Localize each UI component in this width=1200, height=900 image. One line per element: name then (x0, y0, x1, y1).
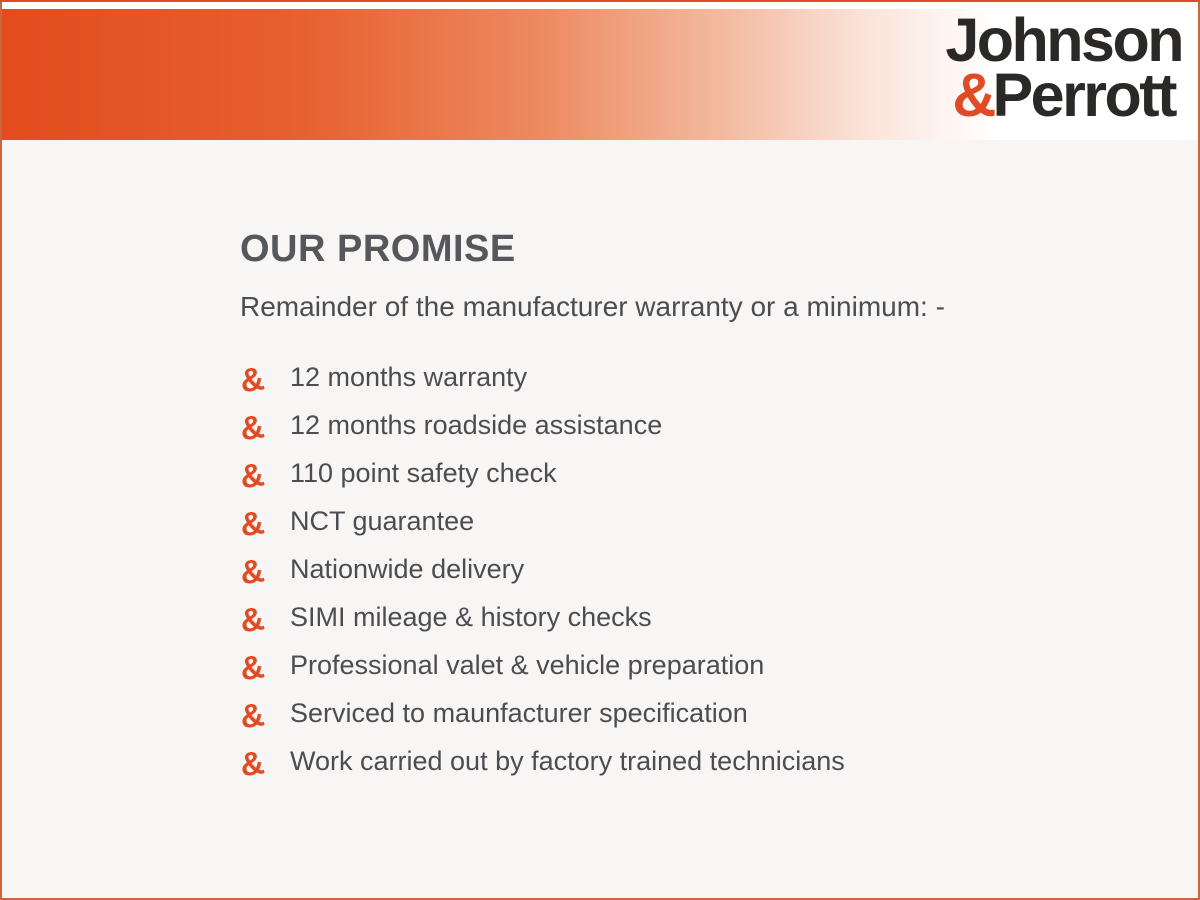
list-item (237, 497, 1158, 545)
list-item (237, 353, 1158, 401)
ampersand-icon: & (952, 61, 993, 129)
list-item (237, 449, 1158, 497)
list-item-label: Nationwide delivery (290, 553, 525, 584)
list-item-label: Work carried out by factory trained technicians (290, 745, 845, 776)
list-item (237, 593, 1158, 641)
bullet-ampersand-icon: & (237, 598, 267, 639)
list-item-label: 110 point safety check (290, 457, 557, 488)
list-item-label: 12 months roadside assistance (290, 409, 663, 440)
list-item (237, 401, 1158, 449)
logo-line1: Johnson (945, 6, 1182, 74)
list-item-label: SIMI mileage & history checks (290, 601, 652, 632)
bullet-ampersand-icon: & (237, 742, 267, 783)
bullet-ampersand-icon: & (237, 694, 267, 735)
logo-line2 (945, 61, 1182, 129)
header-banner-wrap (2, 2, 1198, 140)
list-item-label: Serviced to maunfacturer specification (290, 697, 748, 728)
main-content (2, 140, 1198, 785)
bullet-ampersand-icon: & (237, 454, 267, 495)
brand-logo (945, 6, 1182, 129)
list-item-label: NCT guarantee (290, 505, 475, 536)
page-title: OUR PROMISE (240, 228, 516, 270)
subtitle: Remainder of the manufacturer warranty or a minimum: - (240, 291, 945, 322)
list-item (237, 545, 1158, 593)
list-item (237, 641, 1158, 689)
bullet-ampersand-icon: & (237, 646, 267, 687)
list-item-label: Professional valet & vehicle preparation (290, 649, 765, 680)
promise-list (237, 353, 1158, 785)
bullet-ampersand-icon: & (237, 406, 267, 447)
logo-line2-text: Perrott (992, 61, 1175, 129)
bullet-ampersand-icon: & (237, 502, 267, 543)
list-item-label: 12 months warranty (290, 361, 528, 392)
list-item (237, 689, 1158, 737)
bullet-ampersand-icon: & (237, 550, 267, 591)
header-banner (2, 6, 1198, 140)
bullet-ampersand-icon: & (237, 358, 267, 399)
list-item (237, 737, 1158, 785)
